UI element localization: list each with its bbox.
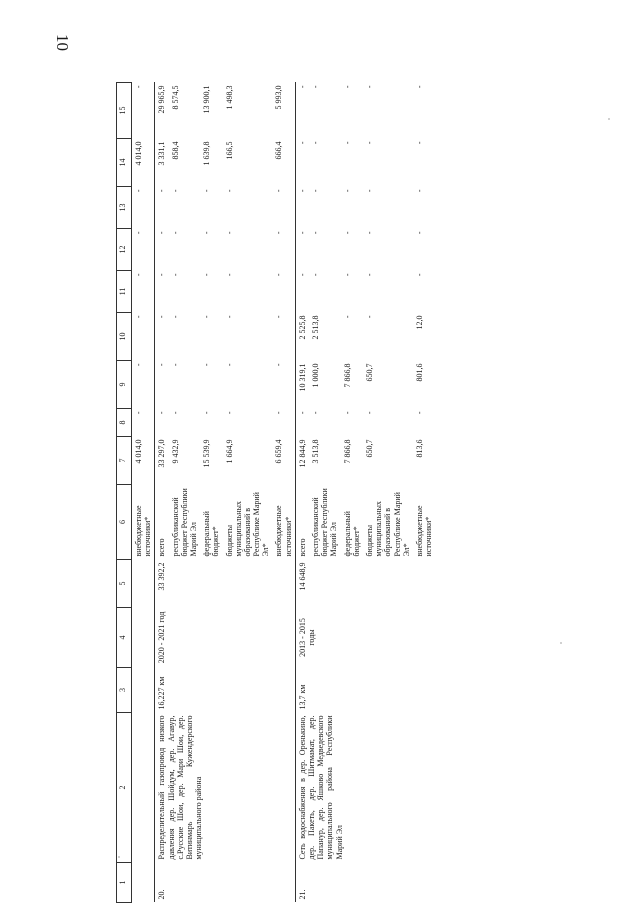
value-cell: - — [155, 271, 169, 313]
value-cell: - — [311, 411, 320, 415]
value-cell: 33 297,0 — [155, 437, 169, 485]
value-cell: - — [342, 85, 352, 89]
value-cell: - — [170, 315, 180, 319]
value-cell: - — [414, 189, 424, 193]
col-header: 1 — [117, 863, 132, 903]
value-cell: - — [311, 85, 320, 89]
value-cell: 1 000,0 — [311, 363, 320, 388]
value-cell: - — [295, 83, 309, 139]
value-cell: - — [155, 187, 169, 229]
value-cell: 858,4 — [170, 141, 180, 160]
value-cell: 7 866,8 — [342, 439, 352, 464]
source-cell: всего — [295, 485, 309, 560]
project-row — [295, 83, 309, 903]
source-cell: бюджеты муниципальных образований в Республике Марий Эл* — [364, 492, 411, 557]
rotated-table-wrapper — [116, 83, 636, 903]
project-length: 16,227 км — [155, 668, 295, 713]
value-cell: 1 664,9 — [224, 439, 234, 464]
value-cell: - — [342, 315, 352, 319]
col-header: 15 — [117, 83, 132, 139]
col-header: 11 — [117, 271, 132, 313]
value-cell: 13 900,1 — [202, 85, 212, 114]
value-cell: - — [170, 189, 180, 193]
col-header: 12 — [117, 229, 132, 271]
value-cell: - — [295, 229, 309, 271]
value-cell: 650,7 — [364, 363, 374, 382]
value-cell: - — [224, 273, 234, 277]
value-cell: - — [274, 363, 284, 367]
value-cell: - — [202, 411, 212, 415]
header-row — [117, 83, 132, 903]
value-cell: - — [295, 139, 309, 187]
value-cell: - — [274, 273, 284, 277]
value-cell: - — [224, 231, 234, 235]
value-cell: - — [134, 231, 143, 235]
value-cell: 8 574,5 — [170, 85, 180, 110]
value-cell: 4 014,0 — [134, 439, 143, 464]
value-cell: 12 844,9 — [295, 437, 309, 485]
value-cell: 1 498,3 — [224, 85, 234, 110]
source-cell: внебюджетные источники* — [414, 505, 434, 557]
value-cell: - — [295, 409, 309, 437]
value-cell: - — [364, 411, 374, 415]
value-cell: - — [295, 271, 309, 313]
scan-speck — [560, 642, 562, 644]
value-cell: - — [342, 141, 352, 145]
budget-table — [116, 82, 435, 903]
value-cell: - — [414, 231, 424, 235]
value-cell: - — [274, 315, 284, 319]
value-cell: - — [170, 231, 180, 235]
project-number: 21. — [295, 863, 435, 903]
project-name: Распределительный газопровод низкого давления дер. Шойдум, дер. Агавур, с.Русские Шои, дер. Мари Шои, дер. Витинмарь Кужендерского муниципального района — [155, 713, 295, 863]
value-cell: - — [224, 411, 234, 415]
value-cell: - — [364, 315, 374, 319]
value-cell: 166,5 — [224, 141, 234, 160]
value-cell: - — [224, 363, 234, 367]
value-cell: - — [224, 315, 234, 319]
source-cell: всего — [155, 485, 169, 560]
scan-speck — [118, 856, 120, 858]
source-cell: внебюджетные источники* — [274, 505, 293, 557]
project-period: 2020 - 2021 год — [155, 608, 295, 668]
source-cell: внебюджетные источники* — [134, 505, 153, 557]
col-header: 7 — [117, 437, 132, 485]
value-cell: - — [202, 231, 212, 235]
col-header: 8 — [117, 409, 132, 437]
project-row — [155, 83, 169, 903]
project-number: 20. — [155, 863, 295, 903]
value-cell: - — [170, 411, 180, 415]
value-cell: - — [311, 141, 320, 145]
col-header: 2 — [117, 713, 132, 863]
value-cell: - — [342, 231, 352, 235]
col-header: 6 — [117, 485, 132, 560]
value-cell: 3 331,1 — [155, 139, 169, 187]
value-cell: 4 014,0 — [134, 141, 143, 166]
col-header: 10 — [117, 313, 132, 361]
col-header: 14 — [117, 139, 132, 187]
carry-over-row — [132, 83, 155, 903]
value-cell: - — [134, 189, 143, 193]
value-cell: - — [364, 231, 374, 235]
value-cell: - — [295, 187, 309, 229]
value-cell: - — [155, 409, 169, 437]
value-cell: - — [274, 231, 284, 235]
project-name: Сеть водоснабжения в дер. Оренькино, дер. Пакеть, дер. Шитмамат, дер. Папанур, дер. Яшково Медведевского муниципального района Республики Марий Эл — [295, 713, 435, 863]
value-cell: - — [134, 363, 143, 367]
col-header: 5 — [117, 560, 132, 608]
source-cell: республиканский бюджет Республики Марий Эл — [170, 488, 198, 557]
value-cell: 3 513,8 — [311, 439, 320, 464]
value-cell: - — [364, 273, 374, 277]
project-cost: 14 648,9 — [295, 560, 435, 608]
col-header: 4 — [117, 608, 132, 668]
value-cell: 5 993,0 — [274, 85, 284, 110]
value-cell: - — [134, 411, 143, 415]
value-cell: 801,6 — [414, 363, 424, 382]
source-cell: федеральный бюджет* — [202, 511, 221, 557]
value-cell: 15 539,9 — [202, 439, 212, 468]
value-cell: 813,6 — [414, 439, 424, 458]
value-cell: - — [311, 273, 320, 277]
value-cell: 12,0 — [414, 315, 424, 330]
value-cell: 2 525,8 — [295, 313, 309, 361]
value-cell: - — [364, 141, 374, 145]
value-cell: - — [202, 189, 212, 193]
value-cell: - — [170, 363, 180, 367]
project-period: 2013 - 2015 годы — [295, 608, 435, 668]
value-cell: - — [414, 141, 424, 145]
value-cell: - — [274, 411, 284, 415]
scan-speck — [608, 118, 610, 120]
value-cell: - — [311, 189, 320, 193]
value-cell: - — [414, 85, 424, 89]
value-cell: - — [414, 273, 424, 277]
project-length: 13,7 км — [295, 668, 435, 713]
value-cell: 2 513,8 — [311, 315, 320, 340]
value-cell: - — [224, 189, 234, 193]
value-cell: 29 965,9 — [155, 83, 169, 139]
value-cell: - — [342, 189, 352, 193]
value-cell: 6 659,4 — [274, 439, 284, 464]
value-cell: - — [170, 273, 180, 277]
source-cell: республиканский бюджет Республики Марий Эл — [311, 488, 339, 557]
value-cell: - — [311, 231, 320, 235]
col-header: 9 — [117, 361, 132, 409]
value-cell: - — [274, 189, 284, 193]
value-cell: 9 432,9 — [170, 439, 180, 464]
value-cell: 7 866,8 — [342, 363, 352, 388]
value-cell: 1 639,8 — [202, 141, 212, 166]
source-cell: федеральный бюджет* — [342, 511, 361, 557]
source-cell: бюджеты муниципальных образований в Республике Марий Эл* — [224, 492, 271, 557]
value-cell: - — [342, 411, 352, 415]
value-cell: - — [134, 85, 143, 89]
value-cell: - — [202, 315, 212, 319]
value-cell: - — [202, 273, 212, 277]
value-cell: 666,4 — [274, 141, 284, 160]
value-cell: - — [364, 189, 374, 193]
value-cell: - — [364, 85, 374, 89]
col-header: 3 — [117, 668, 132, 713]
value-cell: - — [134, 273, 143, 277]
project-cost: 33 392,2 — [155, 560, 295, 608]
page-number: 10 — [53, 34, 72, 51]
value-cell: - — [155, 313, 169, 361]
value-cell: - — [414, 411, 424, 415]
value-cell: - — [342, 273, 352, 277]
value-cell: - — [202, 363, 212, 367]
value-cell: 650,7 — [364, 439, 374, 458]
col-header: 13 — [117, 187, 132, 229]
value-cell: - — [155, 361, 169, 409]
value-cell: - — [155, 229, 169, 271]
value-cell: - — [134, 315, 143, 319]
value-cell: 10 319,1 — [295, 361, 309, 409]
